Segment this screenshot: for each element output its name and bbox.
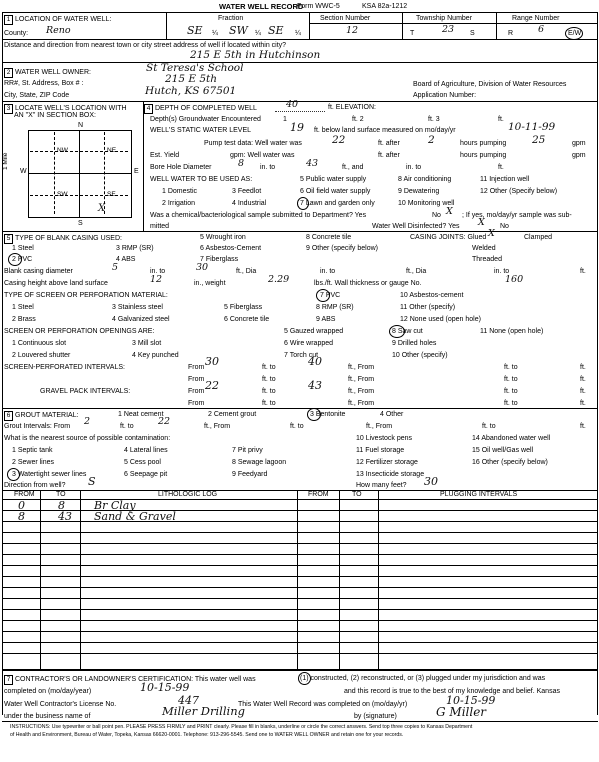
use-11: 11 Injection well: [480, 176, 530, 183]
blank-in-to: in. to: [150, 268, 166, 275]
screen-12: 12 None used (open hole): [400, 316, 481, 323]
gravel-ft-1: ft.: [580, 388, 586, 395]
gravel-ft-2: ft.: [580, 400, 586, 407]
section-7-number: 7: [4, 675, 13, 685]
threaded-label: Threaded: [472, 256, 502, 263]
contam-2: 2 Sewer lines: [12, 459, 55, 466]
pump-value: 22: [332, 134, 346, 146]
contam-13: 13 Insecticide storage: [356, 471, 425, 478]
grout-ftto-1: ft. to: [120, 423, 134, 430]
weight-value: 2.29: [268, 274, 290, 285]
casing-4: 4 ABS: [116, 256, 136, 263]
casing-label: TYPE OF BLANK CASING USED:: [15, 235, 122, 242]
log-header-to2: TO: [352, 491, 362, 498]
est-gpm: gpm: Well water was: [230, 152, 295, 159]
section-number-value: 12: [346, 25, 359, 36]
fraction-2: SW: [229, 24, 248, 37]
county-value: Reno: [46, 25, 71, 36]
screen-2: 2 Brass: [12, 316, 36, 323]
blank-tail5: ft.: [580, 268, 586, 275]
screen-1: 1 Steel: [12, 304, 34, 311]
owner-label: WATER WELL OWNER:: [15, 69, 91, 76]
direction-label: Direction from well?: [4, 482, 66, 489]
grout-2: 2 Cement grout: [208, 411, 257, 418]
business-value: Miller Drilling: [162, 704, 245, 718]
grout-3: 3 Bentonite: [310, 411, 346, 418]
perf-ftfrom-2: ft., From: [348, 376, 375, 383]
contam-9: 9 Feedyard: [232, 471, 268, 478]
use-6: 6 Oil field water supply: [300, 188, 371, 195]
section-2-number: 2: [4, 68, 13, 78]
gw-1: 1: [283, 116, 287, 123]
opening-10: 10 Other (specify): [392, 352, 448, 359]
casing-1: 1 Steel: [12, 245, 34, 252]
log-row-1-desc: Br Clay: [94, 499, 136, 512]
screen-label: TYPE OF SCREEN OR PERFORATION MATERIAL:: [4, 292, 168, 299]
disinfected-label: Water Well Disinfected? Yes: [372, 223, 460, 230]
scale-label: 1 Mile: [2, 152, 9, 170]
locate-label-2: AN "X" IN SECTION BOX:: [14, 112, 96, 119]
distance-label: Distance and direction from nearest town or city street address of well if located within city?: [4, 42, 287, 49]
grout-label: GROUT MATERIAL:: [15, 412, 79, 419]
gravel-ftfrom-1: ft., From: [348, 388, 375, 395]
chem-mark: X: [446, 206, 453, 217]
static-value: 19: [290, 121, 304, 134]
gravel-from-2: From: [188, 400, 205, 407]
city-value: Hutch, KS 67501: [145, 85, 237, 97]
opening-1: 1 Continuous slot: [12, 340, 67, 347]
use-2: 2 Irrigation: [162, 200, 196, 207]
contam-3: 3 Watertight sewer lines: [12, 471, 87, 478]
city-label: City, State, ZIP Code: [4, 92, 70, 99]
log-header-lithologic: LITHOLOGIC LOG: [158, 491, 218, 498]
section-4-number: 4: [144, 104, 153, 114]
use-8: 8 Air conditioning: [398, 176, 452, 183]
gw-2: ft. 2: [352, 116, 364, 123]
est-after: ft. after: [378, 152, 400, 159]
blank-dia-value: 5: [112, 262, 119, 273]
blank-dia-label: Blank casing diameter: [4, 268, 73, 275]
section-6-number: 6: [4, 411, 13, 421]
log-header-plugging: PLUGGING INTERVALS: [440, 491, 518, 498]
log-header-from2: FROM: [308, 491, 329, 498]
screen-4: 4 Galvanized steel: [112, 316, 170, 323]
direction-value: S: [88, 475, 96, 488]
use-4: 4 Industrial: [232, 200, 267, 207]
pump-label: Pump test data: Well water was: [204, 140, 302, 147]
bore-to-value: 43: [306, 158, 319, 169]
grout-int-label: Grout Intervals: From: [4, 423, 71, 430]
township-label: Township Number: [416, 15, 473, 22]
perf-from-2: From: [188, 376, 205, 383]
depth-value: 40: [286, 99, 299, 110]
compass-e: E: [134, 168, 139, 175]
pump-gpm-value: 25: [532, 134, 546, 146]
business-label: under the business name of: [4, 713, 91, 720]
section-5-number: 5: [4, 234, 13, 244]
opening-6: 6 Wire wrapped: [284, 340, 334, 347]
township-t: T: [410, 30, 415, 37]
log-row-1-from: 0: [18, 499, 25, 512]
quad-nw: NW: [57, 147, 68, 154]
gravel-ftfrom-2: ft., From: [348, 400, 375, 407]
screen-8: 8 RMP (SR): [316, 304, 354, 311]
screen-7: 7 PVC: [320, 292, 341, 299]
screen-3: 3 Stainless steel: [112, 304, 163, 311]
gauge-value: 160: [505, 274, 524, 285]
contam-15: 15 Oil well/Gas well: [472, 447, 534, 454]
contam-8: 8 Sewage lagoon: [232, 459, 287, 466]
howmany-label: How many feet?: [356, 482, 407, 489]
screen-11: 11 Other (specify): [400, 304, 456, 311]
gravel-ftto2-2: ft. to: [504, 400, 518, 407]
opening-8: 8 Saw cut: [392, 328, 423, 335]
application-label: Application Number:: [413, 92, 477, 99]
quarter-mark-1: ¼: [212, 30, 218, 37]
pump-hours-value: 2: [428, 134, 435, 146]
county-label: County:: [4, 30, 29, 37]
grout-4: 4 Other: [380, 411, 404, 418]
range-label: Range Number: [512, 15, 560, 22]
township-s: S: [470, 30, 475, 37]
screen-9: 9 ABS: [316, 316, 336, 323]
perf-label: SCREEN-PERFORATED INTERVALS:: [4, 364, 125, 371]
township-value: 23: [442, 24, 455, 35]
perf-ftto2-1: ft. to: [504, 364, 518, 371]
record-label: This Water Well Record was completed on (mo/day/yr): [238, 701, 408, 708]
section-3-number: 3: [4, 104, 13, 114]
groundwater-label: Depth(s) Groundwater Encountered: [150, 116, 261, 123]
section-number-label: Section Number: [320, 15, 371, 22]
log-header-from: FROM: [14, 491, 35, 498]
casing-6: 6 Asbestos-Cement: [200, 245, 262, 252]
form-number: Form WWC-5: [297, 3, 340, 10]
casing-2: 2 PVC: [12, 256, 33, 263]
fraction-1: SE: [187, 24, 203, 37]
contam-6: 6 Seepage pit: [124, 471, 168, 478]
grout-ftfrom-2: ft., From: [366, 423, 393, 430]
bore-ft: ft.: [498, 164, 504, 171]
use-9: 9 Dewatering: [398, 188, 440, 195]
locate-label-1: LOCATE WELL'S LOCATION WITH: [15, 105, 127, 112]
gravel-from-1: From: [188, 388, 205, 395]
bore-in2: in. to: [406, 164, 422, 171]
blank-tail4: in. to: [494, 268, 510, 275]
casing-7: 7 Fiberglass: [200, 256, 239, 263]
openings-label: SCREEN OR PERFORATION OPENINGS ARE:: [4, 328, 155, 335]
gravel-to-value: 43: [308, 379, 322, 392]
address-label: RR#, St. Address, Box # :: [4, 80, 84, 87]
compass-n: N: [78, 122, 84, 129]
grout-ft-end: ft.: [580, 423, 586, 430]
location-label: LOCATION OF WATER WELL:: [15, 16, 112, 23]
blank-tail3: ft., Dia: [406, 268, 427, 275]
contam-11: 11 Fuel storage: [356, 447, 405, 454]
use-7-circle: [297, 197, 309, 210]
contam-10: 10 Livestock pens: [356, 435, 413, 442]
fraction-label: Fraction: [218, 15, 244, 22]
howmany-value: 30: [424, 475, 438, 488]
disinfected-mark: X: [478, 217, 485, 228]
casing-3: 3 RMP (SR): [116, 245, 154, 252]
grout-ftto-2: ft. to: [290, 423, 304, 430]
instructions-line2: of Health and Environment, Bureau of Water, Topeka, Kansas 66620-0001. Telephone: 913-296-5545. Send one to WATER WELL OWNER and retain one for your records.: [10, 732, 404, 738]
contam-12: 12 Fertilizer storage: [356, 459, 418, 466]
gravel-ftto-2: ft. to: [262, 400, 276, 407]
casing-2-circle: [8, 253, 22, 266]
cert-line1-b: (1) constructed, (2) reconstructed, or (3) plugged under my jurisdiction and was: [300, 675, 546, 682]
grout-3-circle: [307, 408, 321, 421]
screen-10: 10 Asbestos-cement: [400, 292, 464, 299]
log-row-2-from: 8: [18, 510, 25, 523]
grout-1: 1 Neat cement: [118, 411, 164, 418]
height-value: 12: [150, 274, 163, 285]
height-label: Casing height above land surface: [4, 280, 108, 287]
ksa-number: KSA 82a-1212: [362, 3, 408, 10]
grout-ftto-3: ft. to: [482, 423, 496, 430]
chem-tail: ; If yes, mo/day/yr sample was sub-: [462, 212, 572, 219]
section-1-number: 1: [4, 15, 13, 25]
static-label: WELL'S STATIC WATER LEVEL: [150, 127, 252, 134]
est-gpm-end: gpm: [572, 152, 586, 159]
signature: G Miller: [436, 705, 487, 719]
gravel-label: GRAVEL PACK INTERVALS:: [40, 388, 131, 395]
cert-line1-a: CONTRACTOR'S OR LANDOWNER'S CERTIFICATION: This water well was: [15, 676, 256, 683]
perf-ftto-2: ft. to: [262, 376, 276, 383]
quarter-mark-3: ¼: [295, 30, 301, 37]
perf-ftfrom-1: ft., From: [348, 364, 375, 371]
location-x-mark: X: [98, 203, 106, 214]
static-date: 10-11-99: [508, 121, 556, 133]
gravel-ftto2-1: ft. to: [504, 388, 518, 395]
contam-1: 1 Septic tank: [12, 447, 53, 454]
license-label: Water Well Contractor's License No.: [4, 701, 117, 708]
use-1: 1 Domestic: [162, 188, 198, 195]
log-row-1-to: 8: [58, 499, 65, 512]
joints-mark: X: [488, 228, 495, 239]
bore-in: in. to: [260, 164, 276, 171]
contam-7: 7 Pit privy: [232, 447, 263, 454]
joints-label: CASING JOINTS: Glued: [410, 234, 487, 241]
blank-tail: ft., Dia: [236, 268, 257, 275]
casing-5: 5 Wrought iron: [200, 234, 246, 241]
depth-unit: ft. ELEVATION:: [328, 104, 376, 111]
board-label: Board of Agriculture, Division of Water Resources: [413, 81, 567, 88]
completed-label: completed on (mo/day/year): [4, 688, 92, 695]
completed-value: 10-15-99: [140, 681, 190, 694]
compass-s: S: [78, 220, 83, 227]
depth-label: DEPTH OF COMPLETED WELL: [155, 105, 257, 112]
perf-from-value: 30: [205, 355, 219, 368]
contam-3-circle: [7, 468, 20, 481]
quad-ne: NE: [107, 147, 117, 154]
gravel-from-value: 22: [205, 379, 219, 392]
perf-ft-1: ft.: [580, 364, 586, 371]
height-in: in., weight: [194, 280, 226, 287]
opening-8-circle: [389, 325, 405, 338]
screen-5: 5 Fiberglass: [224, 304, 263, 311]
gw-3: ft. 3: [428, 116, 440, 123]
instructions-line1: INSTRUCTIONS: Use typewriter or ball point pen. PLEASE PRESS FIRMLY and PRINT clearly. Please fill in blanks, underline or circle the correct answers. Send top three copies to Kansas Department: [10, 724, 473, 730]
fraction-3: SE: [268, 24, 284, 37]
use-12: 12 Other (Specify below): [480, 188, 558, 195]
address-value: 215 E 5th: [165, 73, 218, 85]
contam-5: 5 Cess pool: [124, 459, 161, 466]
perf-to-value: 40: [308, 355, 322, 368]
perf-from-1: From: [188, 364, 205, 371]
est-hours: hours pumping: [460, 152, 507, 159]
compass-w: W: [20, 168, 27, 175]
license-value: 447: [178, 694, 199, 707]
pump-hours-label: hours pumping: [460, 140, 507, 147]
grout-to-value: 22: [158, 416, 171, 427]
use-label: WELL WATER TO BE USED AS:: [150, 176, 253, 183]
screen-6: 6 Concrete tile: [224, 316, 270, 323]
static-text: ft. below land surface measured on mo/day/yr: [314, 127, 456, 134]
mitted-label: mitted: [150, 223, 170, 230]
est-label: Est. Yield: [150, 152, 180, 159]
quad-se: SE: [107, 191, 116, 198]
opening-11: 11 None (open hole): [480, 328, 544, 335]
use-3: 3 Feedlot: [232, 188, 262, 195]
true-text: and this record is true to the best of my knowledge and belief. Kansas: [344, 688, 560, 695]
contam-4: 4 Lateral lines: [124, 447, 168, 454]
range-r: R: [508, 30, 514, 37]
clamped-label: Clamped: [524, 234, 553, 241]
use-10: 10 Monitoring well: [398, 200, 455, 207]
log-row-2-to: 43: [58, 510, 72, 523]
perf-ftto2-2: ft. to: [504, 376, 518, 383]
section-box: [28, 130, 132, 218]
casing-8: 8 Concrete tile: [306, 234, 352, 241]
constructed-circle: [298, 672, 311, 685]
by-label: by (signature): [354, 713, 397, 720]
blank-to-value: 30: [196, 262, 209, 273]
opening-4: 4 Key punched: [132, 352, 179, 359]
weight-tail: lbs./ft. Wall thickness or gauge No.: [314, 280, 422, 287]
blank-tail2: in. to: [320, 268, 336, 275]
bore-label: Bore Hole Diameter: [150, 164, 212, 171]
pump-after: ft. after: [378, 140, 400, 147]
quarter-mark-2: ¼: [255, 30, 261, 37]
bore-and: ft., and: [342, 164, 364, 171]
gw-end: ft.: [498, 116, 504, 123]
chem-no: No: [432, 212, 441, 219]
use-7: 7 Lawn and garden only: [300, 200, 375, 207]
log-header-to: TO: [56, 491, 66, 498]
welded-label: Welded: [472, 245, 496, 252]
form-title: WATER WELL RECORD: [219, 2, 304, 11]
quad-sw: SW: [57, 191, 68, 198]
opening-3: 3 Mill slot: [132, 340, 162, 347]
grout-ftfrom-1: ft., From: [204, 423, 231, 430]
gravel-ftto-1: ft. to: [262, 388, 276, 395]
opening-5: 5 Gauzed wrapped: [284, 328, 344, 335]
grout-from-value: 2: [84, 416, 91, 427]
range-ew: E/W: [568, 30, 582, 37]
contam-16: 16 Other (specify below): [472, 459, 548, 466]
distance-value: 215 E 5th in Hutchinson: [190, 49, 321, 61]
opening-2: 2 Louvered shutter: [12, 352, 71, 359]
perf-ft-2: ft.: [580, 376, 586, 383]
bore-value: 8: [238, 158, 245, 169]
log-row-2-desc: Sand & Gravel: [94, 510, 176, 523]
record-value: 10-15-99: [446, 694, 496, 707]
contam-label: What is the nearest source of possible contamination:: [4, 435, 171, 442]
perf-ftto-1: ft. to: [262, 364, 276, 371]
opening-7: 7 Torch cut: [284, 352, 319, 359]
screen-7-circle: [316, 289, 330, 302]
chem-label: Was a chemical/bacteriological sample submitted to Department? Yes: [150, 212, 367, 219]
contam-14: 14 Abandoned water well: [472, 435, 551, 442]
owner-value: St Teresa's School: [146, 62, 244, 74]
use-5: 5 Public water supply: [300, 176, 367, 183]
range-value: 6: [538, 24, 545, 35]
casing-9: 9 Other (specify below): [306, 245, 378, 252]
pump-gpm: gpm: [572, 140, 586, 147]
opening-9: 9 Drilled holes: [392, 340, 437, 347]
disinfected-no: No: [500, 223, 509, 230]
